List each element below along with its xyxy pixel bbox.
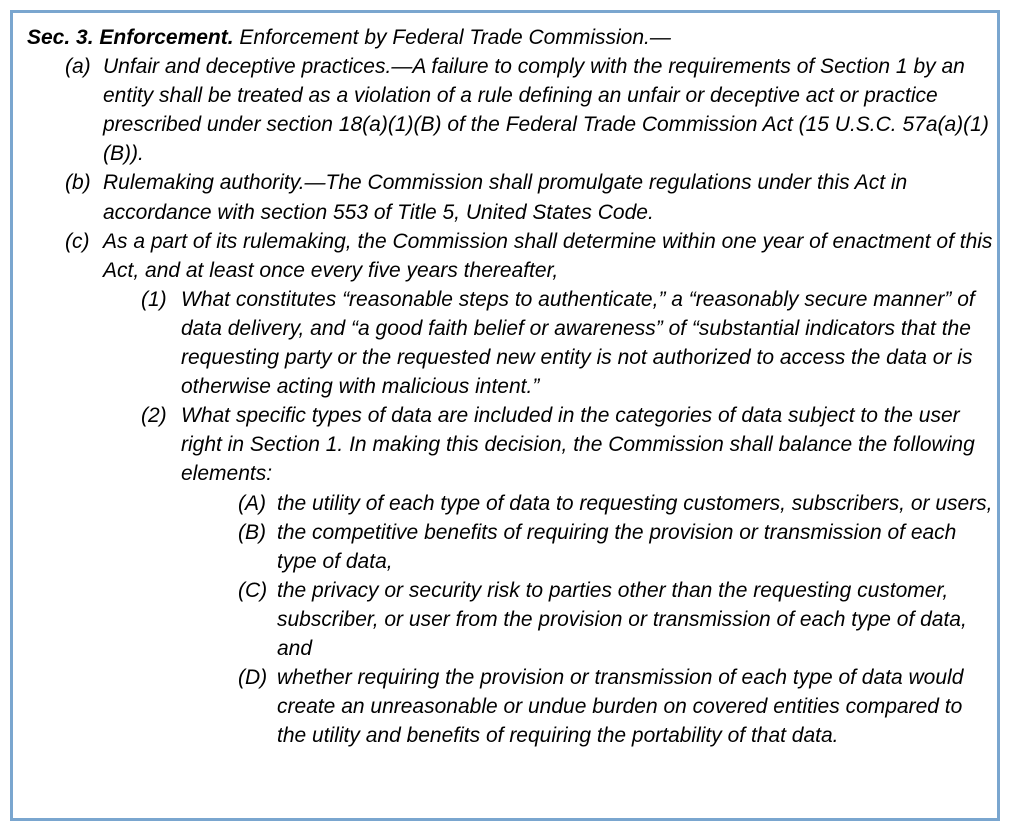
paragraph-text: What specific types of data are included in the categories of data subject to the user right in Section 1. In making this decision, the Commission shall balance the following elements: <box>181 404 975 486</box>
paragraph-2 <box>141 401 993 488</box>
element-marker: (A) <box>238 491 266 515</box>
section-heading <box>27 23 993 52</box>
subsection-marker: (a) <box>65 55 91 79</box>
element-a <box>238 489 993 518</box>
element-text: the competitive benefits of requiring the provision or transmission of each type of data, <box>277 520 957 573</box>
element-b <box>238 518 993 576</box>
paragraph-marker: (2) <box>141 404 167 428</box>
element-text: the privacy or security risk to parties other than the requesting customer, subscriber, or user from the provision or transmission of each type of data, and <box>277 578 967 660</box>
paragraph-marker: (1) <box>141 287 167 311</box>
element-marker: (D) <box>238 666 268 690</box>
element-marker: (B) <box>238 520 266 544</box>
subsection-b <box>65 168 993 226</box>
element-marker: (C) <box>238 578 268 602</box>
paragraph-text: What constitutes “reasonable steps to authenticate,” a “reasonably secure manner” of data delivery, and “a good faith belief or awareness” of “substantial indicators that the requesting party or the requested new entity is not authorized to access the data or is otherwise acting with malicious intent.” <box>181 287 975 399</box>
paragraph-1 <box>141 285 993 401</box>
subsection-marker: (b) <box>65 171 91 195</box>
subsection-marker: (c) <box>65 229 90 253</box>
subsection-text: Unfair and deceptive practices.—A failure to comply with the requirements of Section 1 by an entity shall be treated as a violation of a rule defining an unfair or deceptive act or practice prescribed under section 18(a)(1)(B) of the Federal Trade Commission Act (15 U.S.C. 57a(a)(1)(B)). <box>103 55 989 166</box>
statute-text <box>27 23 993 750</box>
element-text: whether requiring the provision or transmission of each type of data would create an unreasonable or undue burden on covered entities compared to the utility and benefits of requiring the portability of that data. <box>277 666 964 748</box>
subsection-text: As a part of its rulemaking, the Commission shall determine within one year of enactment of this Act, and at least once every five years thereafter, <box>103 229 993 282</box>
subsection-a <box>65 52 993 168</box>
subsection-c <box>65 227 993 285</box>
section-label: Sec. 3. Enforcement. <box>27 26 234 49</box>
element-text: the utility of each type of data to requesting customers, subscribers, or users, <box>277 491 993 515</box>
element-c <box>238 576 993 663</box>
document-frame <box>10 10 1000 821</box>
section-title: Enforcement by Federal Trade Commission.— <box>239 26 671 49</box>
element-d <box>238 663 993 750</box>
subsection-text: Rulemaking authority.—The Commission shall promulgate regulations under this Act in accordance with section 553 of Title 5, United States Code. <box>103 171 908 224</box>
